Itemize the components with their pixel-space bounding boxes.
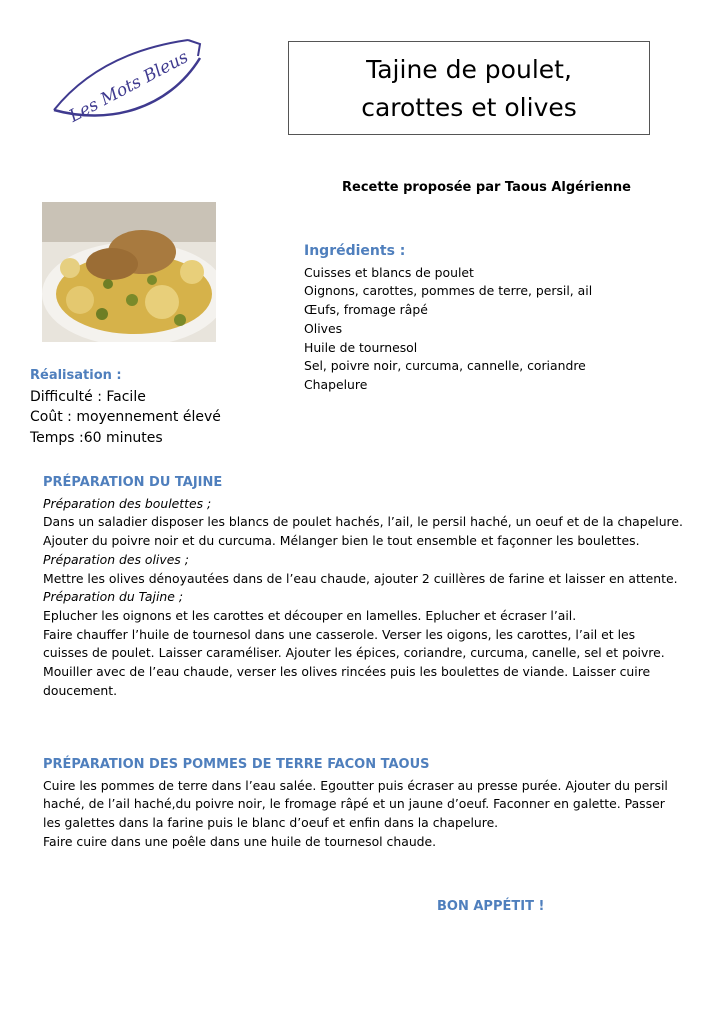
ingredients-heading: Ingrédients :	[304, 243, 406, 259]
closing-text: BON APPÉTIT !	[437, 899, 545, 914]
ingredient-item: Œufs, fromage râpé	[304, 302, 428, 318]
prep-potatoes-heading: PRÉPARATION DES POMMES DE TERRE FACON TAOUS	[43, 757, 430, 772]
cooking-time: Temps :60 minutes	[30, 429, 163, 446]
ingredient-item: Chapelure	[304, 376, 368, 392]
dish-photo	[42, 202, 216, 342]
prep-subheading: Préparation des olives ;	[43, 551, 189, 567]
ingredient-item: Cuisses et blancs de poulet	[304, 264, 474, 280]
prep-tajine-section	[43, 474, 683, 700]
prep-paragraph: Mettre les olives dénoyautées dans de l’eau chaude, ajouter 2 cuillères de farine et laisser en attente.	[43, 570, 678, 586]
ingredient-item: Huile de tournesol	[304, 339, 418, 355]
prep-paragraph: Faire cuire dans une poêle dans une huile de tournesol chaude.	[43, 833, 437, 849]
recipe-title	[288, 41, 650, 135]
prep-potatoes-section	[43, 756, 683, 852]
ingredient-item: Oignons, carottes, pommes de terre, persil, ail	[304, 283, 593, 299]
ingredient-item: Sel, poivre noir, curcuma, cannelle, coriandre	[304, 358, 586, 374]
prep-paragraph: Eplucher les oignons et les carottes et découper en lamelles. Eplucher et écraser l’ail.	[43, 607, 577, 623]
prep-subheading: Préparation des boulettes ;	[43, 495, 212, 511]
cost: Coût : moyennement élevé	[30, 409, 221, 425]
prep-paragraph: Faire chauffer l’huile de tournesol dans une casserole. Verser les oigons, les carottes, l’ail et les cuisses de poulet. Laisser caraméliser. Ajouter les épices, coriandre, curcuma, canelle, sel et poivre. Mouiller avec de l’eau chaude, verser les olives rincées puis les boulettes de viande. Laisser cuire doucement.	[43, 626, 665, 698]
prep-subheading: Préparation du Tajine ;	[43, 589, 183, 605]
prep-paragraph: Dans un saladier disposer les blancs de poulet hachés, l’ail, le persil haché, un oeuf et de la chapelure. Ajouter du poivre noir et du curcuma. Mélanger bien le tout ensemble et façonner les boulettes.	[43, 514, 683, 549]
difficulty: Difficulté : Facile	[30, 388, 146, 405]
prep-paragraph: Cuire les pommes de terre dans l’eau salée. Egoutter puis écraser au presse purée. Ajouter du persil haché, de l’ail haché,du poivre noir, le fromage râpé et un jaune d’oeuf. Faconner en galette. Passer les galettes dans la farine puis le blanc d’oeuf et enfin dans la chapelure.	[43, 777, 668, 831]
realisation-section	[30, 366, 221, 448]
logo	[48, 30, 208, 130]
title-line-1: Tajine de poulet,	[366, 55, 572, 84]
logo-text: Les Mots Bleus	[65, 47, 192, 127]
realisation-heading: Réalisation :	[30, 368, 122, 383]
prep-tajine-heading: PRÉPARATION DU TAJINE	[43, 475, 223, 490]
recipe-credit: Recette proposée par Taous Algérienne	[342, 180, 631, 195]
ingredients-section	[304, 242, 592, 395]
title-line-2: carottes et olives	[361, 93, 577, 122]
ingredient-item: Olives	[304, 320, 343, 336]
